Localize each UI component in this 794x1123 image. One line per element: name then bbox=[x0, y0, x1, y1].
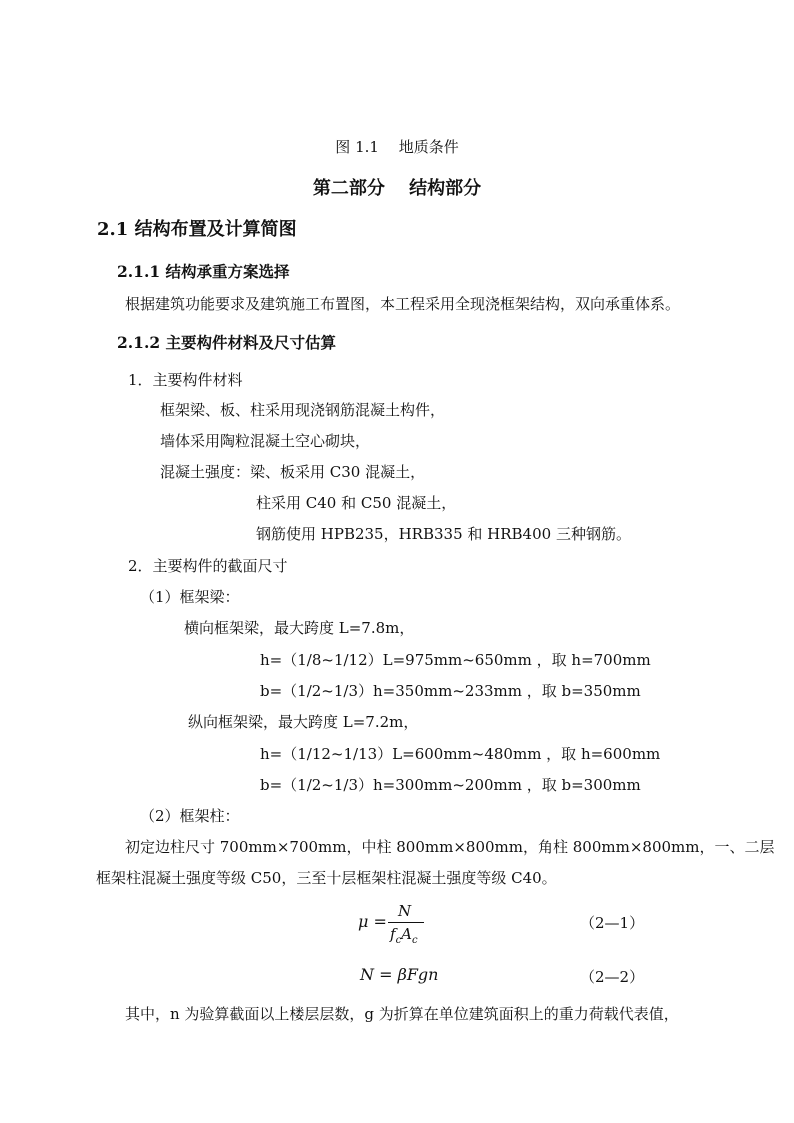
column-paragraph-line: 框架柱混凝土强度等级 C50，三至十层框架柱混凝土强度等级 C40。 bbox=[96, 869, 557, 887]
beam-line: b=（1/2~1/3）h=300mm~200mm ，取 b=300mm bbox=[260, 776, 641, 794]
equation-number-2-1: （2—1） bbox=[580, 914, 645, 932]
section-heading-2-1-2: 2.1.2 主要构件材料及尺寸估算 bbox=[117, 333, 337, 352]
beam-line: h=（1/8~1/12）L=975mm~650mm ，取 h=700mm bbox=[260, 651, 651, 669]
section-heading-2-1-1: 2.1.1 结构承重方案选择 bbox=[117, 262, 290, 281]
item-2-title: 2．主要构件的截面尺寸 bbox=[128, 557, 288, 575]
column-title: （2）框架柱： bbox=[140, 807, 240, 825]
beam-line: h=（1/12~1/13）L=600mm~480mm ，取 h=600mm bbox=[260, 745, 661, 763]
item-1-title: 1．主要构件材料 bbox=[128, 371, 243, 389]
column-paragraph-line: 初定边柱尺寸 700mm×700mm，中柱 800mm×800mm，角柱 800mm×800mm，一、二层 bbox=[125, 838, 775, 856]
equation-numerator: N bbox=[398, 902, 412, 920]
equation-2-2: N = βFgn bbox=[360, 965, 439, 984]
material-line: 框架梁、板、柱采用现浇钢筋混凝土构件， bbox=[160, 401, 446, 419]
figure-caption: 图 1.1 地质条件 bbox=[335, 138, 459, 156]
material-line: 混凝土强度：梁、板采用 C30 混凝土， bbox=[160, 463, 426, 481]
equation-number-2-2: （2—2） bbox=[580, 968, 645, 986]
material-line: 钢筋使用 HPB235，HRB335 和 HRB400 三种钢筋。 bbox=[256, 525, 631, 543]
equation-2-1 bbox=[358, 902, 438, 948]
material-line: 柱采用 C40 和 C50 混凝土， bbox=[256, 494, 457, 512]
beam-line: 横向框架梁，最大跨度 L=7.8m， bbox=[184, 619, 415, 637]
beam-line: b=（1/2~1/3）h=350mm~233mm ，取 b=350mm bbox=[260, 682, 641, 700]
part-title: 第二部分 结构部分 bbox=[312, 178, 482, 199]
paragraph-scheme: 根据建筑功能要求及建筑施工布置图，本工程采用全现浇框架结构，双向承重体系。 bbox=[125, 295, 681, 313]
section-heading-2-1: 2.1 结构布置及计算简图 bbox=[97, 219, 297, 240]
equation-denominator: $f_cA_c$ bbox=[390, 925, 418, 946]
fraction-bar bbox=[388, 922, 424, 923]
material-line: 墙体采用陶粒混凝土空心砌块， bbox=[160, 432, 371, 450]
equation-lhs: μ = bbox=[358, 912, 387, 931]
beam-line: 纵向框架梁，最大跨度 L=7.2m， bbox=[188, 713, 419, 731]
beam-title: （1）框架梁： bbox=[140, 588, 240, 606]
paragraph-where: 其中，n 为验算截面以上楼层层数，g 为折算在单位建筑面积上的重力荷载代表值， bbox=[125, 1005, 679, 1023]
